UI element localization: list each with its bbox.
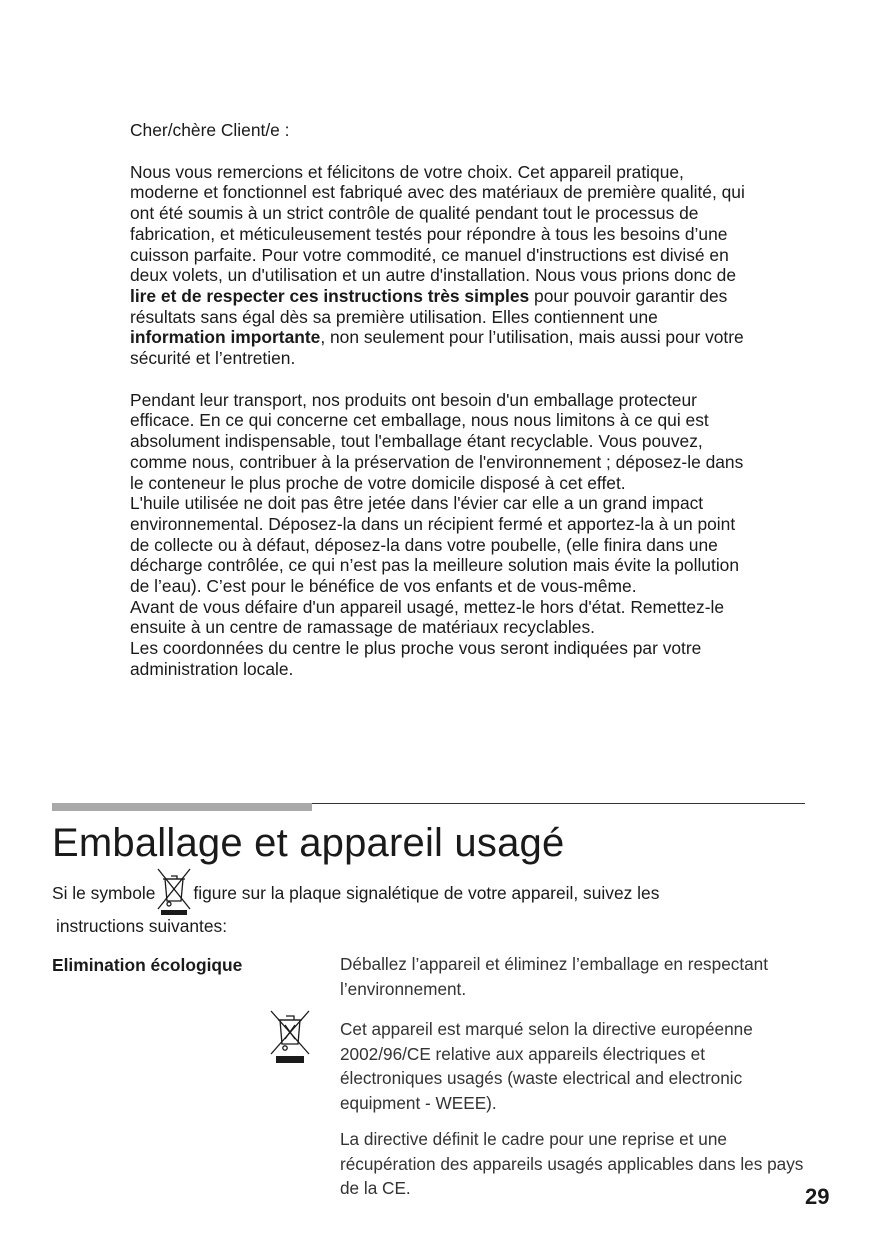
letter-paragraph-disposal: Avant de vous défaire d'un appareil usagé, mettez-le hors d'état. Remettez-le ensuite à un centre de ramassage de matériaux recyclables. [130, 596, 725, 638]
emphasis-read-instructions: lire et de respecter ces instructions très simples [130, 285, 530, 306]
unpack-instruction: Déballez l’appareil et éliminez l’emballage en respectant l’environnement. [340, 954, 769, 999]
letter-body [130, 120, 745, 680]
section-intro [52, 877, 792, 943]
section-title: Emballage et appareil usagé [52, 821, 565, 865]
directive-scope-text: La directive définit le cadre pour une reprise et une récupération des appareils usagés applicables dans les pays de la CE. [340, 1129, 804, 1198]
weee-directive-text: Cet appareil est marqué selon la directive européenne 2002/96/CE relative aux appareils électriques et électroniques usagés (waste electrical and electronic equipment - WEEE). [340, 1019, 753, 1113]
letter-paragraph-contacts: Les coordonnées du centre le plus proche vous seront indiquées par votre administration locale. [130, 638, 702, 679]
elimination-text [340, 952, 810, 1201]
page-number: 29 [805, 1184, 830, 1209]
emphasis-important-info: information importante [130, 327, 321, 348]
letter-paragraph-oil: L'huile utilisée ne doit pas être jetée dans l'évier car elle a un grand impact environnemental. Déposez-la dans un récipient fermé et apportez-la à un point de collecte ou à défaut, déposez-la dans votre poubelle, (elle finira dans une décharge contrôlée, ce qui n’est pas la meilleure solution mais évite la pollution de l’eau). C’est pour le bénéfice de vos enfants et de vous-même. [130, 493, 740, 597]
letter-paragraph-intro: Nous vous remercions et félicitons de votre choix. Cet appareil pratique, moderne et fonctionnel est fabriqué avec des matériaux de première qualité, qui ont été soumis à un strict contrôle de qualité pendant tout le processus de fabrication, et méticuleusement testés pour répondre à tous les besoins d’une cuisson parfaite. Pour votre commodité, ce manuel d'instructions est divisé en deux volets, un d'utilisation et un autre d'installation. Nous vous prions donc de lire et de respecter ces instructions très simples pour pouvoir garantir des résultats sans égal dès sa première utilisation. Elles contiennent une information importante, non seulement pour l’utilisation, mais aussi pour votre sécurité et l’entretien. [130, 161, 745, 369]
elimination-label: Elimination écologique [52, 955, 243, 975]
crossed-bin-icon [155, 879, 193, 905]
intro-line-1: Si le symbole figure sur la plaque signalétique de votre appareil, suivez les [52, 877, 792, 910]
section-divider-bar [52, 803, 312, 811]
weee-crossed-bin-icon [268, 1010, 312, 1071]
greeting: Cher/chère Client/e : [130, 120, 290, 140]
letter-paragraph-packaging: Pendant leur transport, nos produits ont besoin d'un emballage protecteur efficace. En ce qui concerne cet emballage, nous nous limitons à ce qui est absolument indispensable, tout l'emballage étant recyclable. Vous pouvez, comme nous, contribuer à la préservation de l'environnement ; déposez-le dans le conteneur le plus proche de votre domicile disposé à cet effet. [130, 389, 744, 493]
intro-line-2: instructions suivantes: [56, 916, 228, 936]
